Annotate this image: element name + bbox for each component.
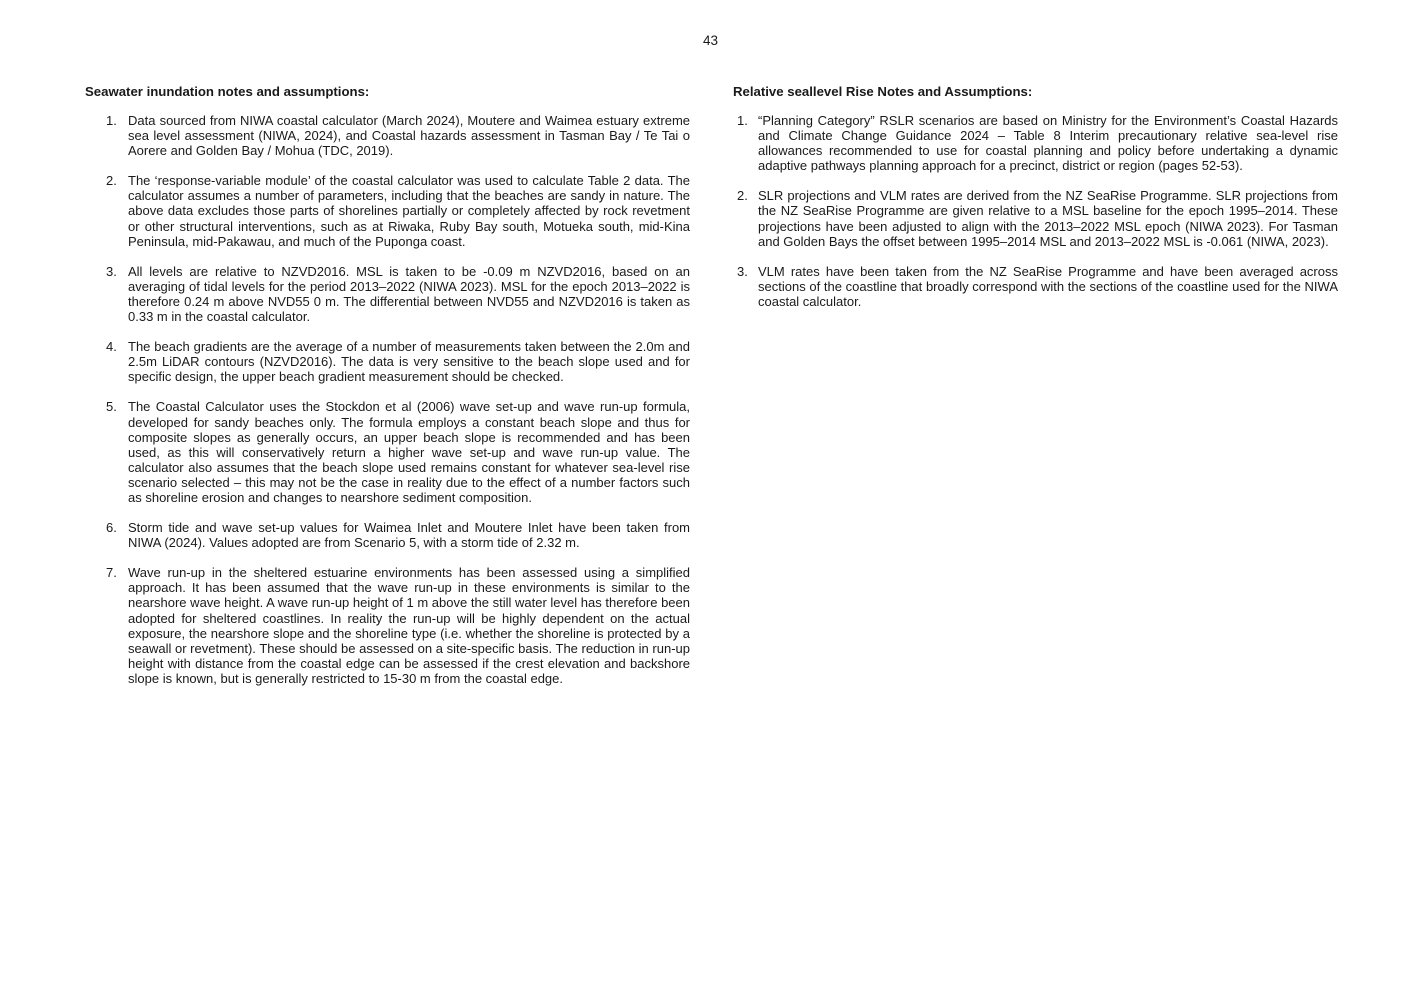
item-text: The beach gradients are the average of a number of measurements taken between the 2.0m and 2.5m LiDAR contours (NZVD2016). The data is very sensitive to the beach slope used and for specific design, the upper beach gradient measurement should be checked. (128, 339, 690, 385)
item-text: The Coastal Calculator uses the Stockdon et al (2006) wave set-up and wave run-up formula, developed for sandy beaches only. The formula employs a constant beach slope and thus for composite slopes as generally occurs, an upper beach slope is recommended and has been used, as this will conservatively return a higher wave set-up and wave run-up value. The calculator also assumes that the beach slope used remains constant for whatever sea-level rise scenario selected – this may not be the case in reality due to the effect of a number factors such as shoreline erosion and changes to nearshore sediment composition. (128, 399, 690, 505)
list-item (85, 399, 690, 505)
item-number: 2. (737, 188, 748, 204)
item-text: All levels are relative to NZVD2016. MSL is taken to be -0.09 m NZVD2016, based on an averaging of tidal levels for the period 2013–2022 (NIWA 2023). MSL for the epoch 2013–2022 is therefore 0.24 m above NVD55 0 m. The differential between NVD55 and NZVD2016 is taken as 0.33 m in the coastal calculator. (128, 263, 690, 325)
list-item (733, 113, 1338, 173)
item-text: “Planning Category” RSLR scenarios are based on Ministry for the Environment’s Coastal Hazards and Climate Change Guidance 2024 – Table 8 Interim precautionary relative sea-level rise allowances recommended to use for coastal planning and policy before undertaking a dynamic adaptive pathways planning approach for a precinct, district or region (pages 52-53). (758, 113, 1338, 174)
item-number: 4. (106, 339, 117, 355)
list-item (85, 520, 690, 550)
sea-level-rise-notes-section (733, 83, 1338, 324)
item-number: 5. (106, 399, 117, 415)
item-number: 3. (106, 263, 117, 279)
item-text: SLR projections and VLM rates are derived from the NZ SeaRise Programme. SLR projections from the NZ SeaRise Programme are given relative to a MSL baseline for the epoch 1995–2014. These projections have been adjusted to align with the 2013–2022 MSL epoch (NIWA 2023). For Tasman and Golden Bays the offset between 1995–2014 MSL and 2013–2022 MSL is -0.061 (NIWA, 2023). (758, 188, 1338, 249)
seawater-inundation-notes-section (85, 83, 690, 701)
list-item (85, 339, 690, 384)
item-text: VLM rates have been taken from the NZ SeaRise Programme and have been averaged across sections of the coastline that broadly correspond with the sections of the coastline used for the NIWA coastal calculator. (758, 263, 1338, 309)
list-item (85, 565, 690, 686)
item-text: Wave run-up in the sheltered estuarine environments has been assessed using a simplified approach. It has been assumed that the wave run-up in these environments is similar to the nearshore wave height. A wave run-up height of 1 m above the still water level has therefore been adopted for sheltered coastlines. In reality the run-up will be highly dependent on the actual exposure, the nearshore slope and the shoreline type (i.e. whether the shoreline is protected by a seawall or revetment). These should be assessed on a site-specific basis. The reduction in run-up height with distance from the coastal edge can be assessed if the crest elevation and backshore slope is known, but is generally restricted to 15-30 m from the coastal edge. (128, 565, 690, 686)
notes-list (733, 113, 1338, 309)
item-number: 2. (106, 173, 117, 189)
page-number: 43 (702, 33, 719, 48)
item-number: 3. (737, 263, 748, 279)
item-number: 6. (106, 520, 117, 536)
item-text: The ‘response-variable module’ of the coastal calculator was used to calculate Table 2 data. The calculator assumes a number of parameters, including that the beaches are sandy in nature. The above data excludes those parts of shorelines partially or completely affected by rock revetment or other structural interventions, such as at Riwaka, Ruby Bay south, Motueka south, mid-Kina Peninsula, mid-Pakawau, and much of the Puponga coast. (128, 173, 690, 249)
item-number: 1. (737, 113, 748, 128)
item-text: Storm tide and wave set-up values for Waimea Inlet and Moutere Inlet have been taken from NIWA (2024). Values adopted are from Scenario 5, with a storm tide of 2.32 m. (128, 520, 690, 551)
section-heading: Relative seallevel Rise Notes and Assumptions: (733, 84, 1033, 99)
item-number: 1. (106, 113, 117, 128)
list-item (85, 264, 690, 324)
list-item (733, 188, 1338, 248)
notes-list (85, 113, 690, 686)
list-item (85, 113, 690, 158)
section-heading: Seawater inundation notes and assumptions: (85, 84, 370, 99)
item-number: 7. (106, 565, 117, 581)
list-item (85, 173, 690, 248)
item-text: Data sourced from NIWA coastal calculator (March 2024), Moutere and Waimea estuary extreme sea level assessment (NIWA, 2024), and Coastal hazards assessment in Tasman Bay / Te Tai o Aorere and Golden Bay / Mohua (TDC, 2019). (128, 113, 690, 159)
list-item (733, 264, 1338, 309)
